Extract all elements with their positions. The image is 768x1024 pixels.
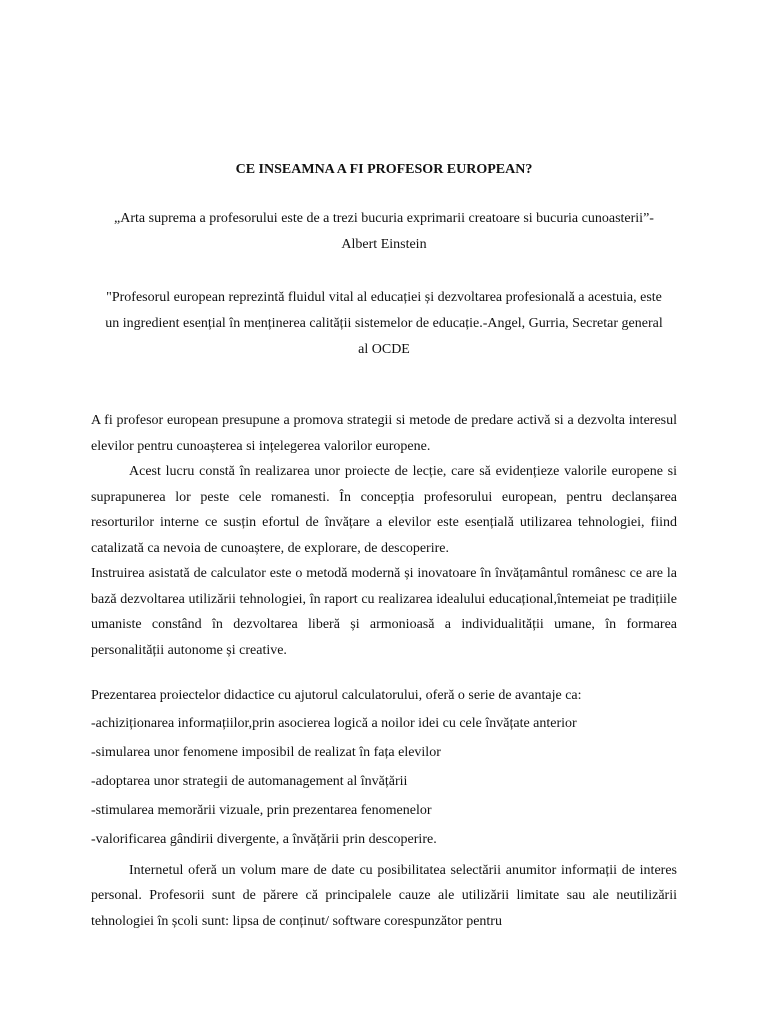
list-item: -simularea unor fenomene imposibil de realizat în fața elevilor [91, 744, 441, 760]
list-item: -stimularea memorării vizuale, prin prezentarea fenomenelor [91, 802, 432, 818]
list-item: -achiziționarea informațiilor,prin asocierea logică a noilor idei cu cele învățate anterior [91, 715, 577, 731]
list-item: -valorificarea gândirii divergente, a învățării prin descoperire. [91, 831, 437, 847]
paragraph-3: Instruirea asistată de calculator este o metodă modernă și inovatoare în învățamântul românesc ce are la bază dezvoltarea utilizării tehnologiei, în raport cu realizarea idealului educațional,întemeiat pe tradițiile umaniste constând în dezvoltarea liberă și armonioasă a individualității umane, în formarea personalității autonome și creative. [91, 566, 677, 658]
body-section-2 [91, 683, 677, 934]
page-title: CE INSEAMNA A FI PROFESOR EUROPEAN? [235, 162, 533, 177]
paragraph-2: Acest lucru constă în realizarea unor proiecte de lecție, care să evidențieze valorile europene si suprapunerea lor peste cele romanesti. În concepția profesorului european, pentru declanșarea resorturilor interne ce susțin efortul de învățare a elevilor este esențială utilizarea tehnologiei, fiind catalizată ca nevoia de cunoaștere, de explorare, de descoperire. [91, 464, 677, 556]
paragraph-5: Internetul oferă un volum mare de date cu posibilitatea selectării anumitor informații de interes personal. Profesorii sunt de părere că principalele cauze ale utilizării limitate sau ale neutilizării tehnologiei în școli sunt: lipsa de conținut/ software corespunzător pentru [91, 862, 677, 929]
body-section-1 [91, 408, 677, 663]
paragraph-1: A fi profesor european presupune a promova strategii si metode de predare activă si a dezvolta interesul elevilor pentru cunoașterea si ințelegerea valorilor europene. [91, 413, 677, 454]
quote-gurria: "Profesorul european reprezintă fluidul vital al educației și dezvoltarea profesională a acestuia, este un ingredient esențial în menținerea calității sistemelor de educație.-Angel, Gurria, Secretar general al OCDE [105, 290, 663, 357]
paragraph-4: Prezentarea proiectelor didactice cu ajutorul calculatorului, oferă o serie de avantaje ca: [91, 688, 582, 703]
quote-einstein: „Arta suprema a profesorului este de a trezi bucuria exprimarii creatoare si bucuria cunoasterii”-Albert Einstein [114, 211, 654, 252]
list-item: -adoptarea unor strategii de automanagement al învățării [91, 773, 408, 789]
